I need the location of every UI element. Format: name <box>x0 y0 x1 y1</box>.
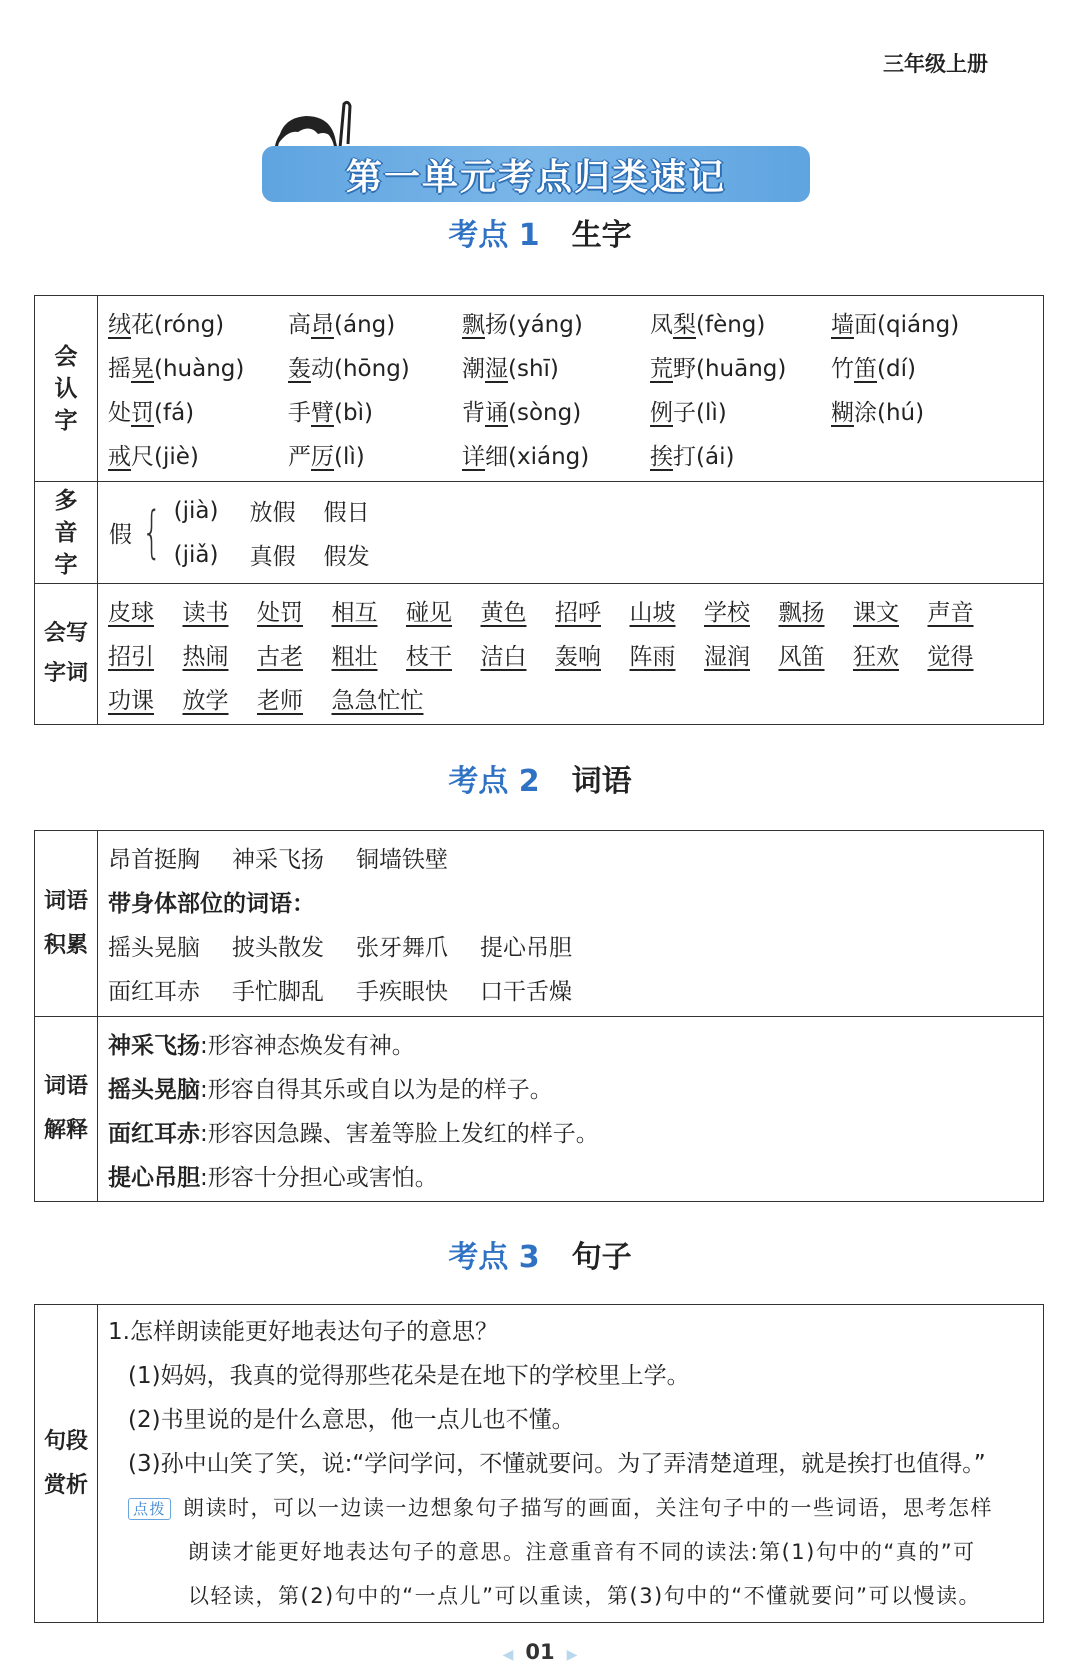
section-2-number: 考点 2 <box>448 764 540 799</box>
word: 铜墙铁壁 <box>356 847 448 873</box>
duoyinzi-cell: 假 { (jià) 放假 假日 (jiǎ) 真假 假发 <box>98 482 1044 584</box>
sentence-2: (2)书里说的是什么意思，他一点儿也不懂。 <box>128 1406 575 1433</box>
jieshi-row: 神采飞扬 :形容神态焕发有神。 <box>108 1032 415 1059</box>
word: 昂首挺胸 <box>108 847 200 873</box>
juzi-table <box>34 1304 1044 1623</box>
word: 口干舌燥 <box>480 979 572 1005</box>
section-1-heading <box>0 210 1080 254</box>
word: 风笛 <box>778 643 825 670</box>
word: 黄色 <box>480 599 527 626</box>
word: 急急忙忙 <box>331 687 424 714</box>
tip-line-3: 以轻读，第(2)句中的“一点儿”可以重读，第(3)句中的“不懂就要问”可以慢读。 <box>188 1583 982 1608</box>
word: 摇头晃脑 <box>108 935 200 961</box>
jieshi-row: 提心吊胆 :形容十分担心或害怕。 <box>108 1164 438 1191</box>
jieshi-row: 面红耳赤 :形容因急躁、害羞等脸上发红的样子。 <box>108 1120 599 1147</box>
question-text: 1.怎样朗读能更好地表达句子的意思？ <box>108 1318 498 1345</box>
grade-label: 三年级上册 <box>883 52 988 76</box>
section-1-title: 生字 <box>571 218 632 253</box>
next-arrow-icon: ▶ <box>566 1647 578 1663</box>
huirenzi-label: 会 认 字 <box>35 296 98 482</box>
tip-line-2: 朗读才能更好地表达句子的意思。注意重音有不同的读法:第(1)句中的“真的”可 <box>188 1539 976 1564</box>
word: 老师 <box>257 687 303 714</box>
jilei-row <box>108 968 1043 1012</box>
huirenzi-row: 摇晃(huàng) 轰动(hōng) 潮湿(shī) 荒野(huāng) 竹笛(dí) <box>108 356 916 382</box>
jieshi-row: 摇头晃脑 :形容自得其乐或自以为是的样子。 <box>108 1076 553 1103</box>
word: 觉得 <box>927 643 974 670</box>
word: 洁白 <box>480 643 527 670</box>
duoyinzi-label: 多 音 字 <box>35 482 98 584</box>
juduan-cell <box>98 1305 1044 1623</box>
jilei-row <box>108 836 1043 880</box>
word: 相互 <box>331 599 378 626</box>
page-number: 01 <box>525 1640 555 1664</box>
word: 手忙脚乱 <box>232 979 324 1005</box>
tip-line-1: 点拨 朗读时，可以一边读一边想象句子描写的画面，关注句子中的一些词语，思考怎样 <box>108 1486 1043 1530</box>
jilei-row <box>108 924 1043 968</box>
word: 粗壮 <box>331 643 378 670</box>
huirenzi-row: 戒尺(jiè) 严厉(lì) 详细(xiáng) 挨打(ái) <box>108 444 735 470</box>
section-3-title: 句子 <box>571 1240 632 1275</box>
jilei-cell <box>98 831 1044 1017</box>
sentence-1: (1)妈妈，我真的觉得那些花朵是在地下的学校里上学。 <box>128 1362 690 1389</box>
brace-icon: { <box>142 499 162 565</box>
juduan-label: 句段 赏析 <box>35 1305 98 1623</box>
word: 阵雨 <box>629 643 676 670</box>
tip-badge: 点拨 <box>128 1498 171 1520</box>
word: 处罚 <box>257 599 303 626</box>
word: 碰见 <box>406 599 452 626</box>
word: 读书 <box>182 599 229 626</box>
huixie-row <box>108 676 1043 720</box>
word: 皮球 <box>108 599 154 626</box>
word: 狂欢 <box>853 643 899 670</box>
word: 放学 <box>182 687 229 714</box>
word: 古老 <box>257 643 303 670</box>
word: 张牙舞爪 <box>356 935 448 961</box>
word: 飘扬 <box>778 599 825 626</box>
sentence-3: (3)孙中山笑了笑，说:“学问学问，不懂就要问。为了弄清楚道理，就是挨打也值得。” <box>128 1450 986 1477</box>
word: 山坡 <box>629 599 676 626</box>
huixie-cell <box>98 584 1044 725</box>
word: 提心吊胆 <box>480 935 572 961</box>
word: 手疾眼快 <box>356 979 448 1005</box>
jieshi-cell <box>98 1017 1044 1202</box>
section-2-heading <box>0 756 1080 800</box>
huirenzi-row: 处罚(fá) 手臂(bì) 背诵(sòng) 例子(lì) 糊涂(hú) <box>108 400 925 426</box>
huirenzi-cell <box>98 296 1044 482</box>
word: 神采飞扬 <box>232 847 324 873</box>
shengzi-table <box>34 295 1044 725</box>
section-3-heading <box>0 1232 1080 1276</box>
section-1-number: 考点 1 <box>448 218 540 253</box>
banner-title: 第一单元考点归类速记 <box>345 156 726 198</box>
word: 招引 <box>108 643 154 670</box>
jilei-label: 词语 积累 <box>35 831 98 1017</box>
jieshi-label: 词语 解释 <box>35 1017 98 1202</box>
word: 湿润 <box>704 643 750 670</box>
jilei-subtitle: 带身体部位的词语： <box>108 891 315 917</box>
section-3-number: 考点 3 <box>448 1240 540 1275</box>
section-2-title: 词语 <box>571 764 632 799</box>
prev-arrow-icon: ◀ <box>502 1647 514 1663</box>
page-footer <box>0 1640 1080 1664</box>
word: 披头散发 <box>232 935 324 961</box>
word: 轰响 <box>555 643 601 670</box>
word: 招呼 <box>555 599 601 626</box>
word: 面红耳赤 <box>108 979 200 1005</box>
word: 枝干 <box>406 643 452 670</box>
duoyin-char: 假 <box>109 522 132 548</box>
huixie-label: 会写 字词 <box>35 584 98 725</box>
word: 声音 <box>927 599 974 626</box>
word: 功课 <box>108 687 154 714</box>
word: 学校 <box>704 599 750 626</box>
unit-banner <box>262 146 810 202</box>
word: 课文 <box>853 599 899 626</box>
ciyu-table <box>34 830 1044 1202</box>
huixie-row <box>108 588 1043 632</box>
huixie-row <box>108 632 1043 676</box>
huirenzi-row: 绒花(róng) 高昂(áng) 飘扬(yáng) 凤梨(fèng) 墙面(qiáng) <box>108 312 960 338</box>
word: 热闹 <box>182 643 229 670</box>
